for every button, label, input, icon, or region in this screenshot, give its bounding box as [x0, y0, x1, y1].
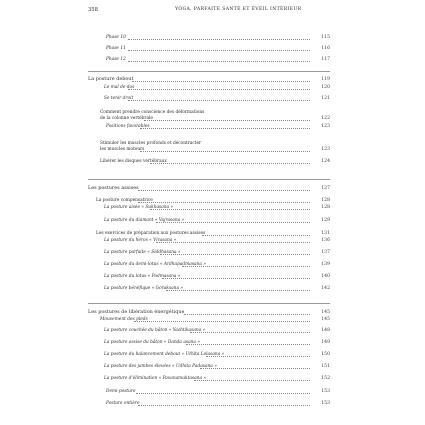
toc-entry: La posture du balancement debout « Uthita Lolasana » 150: [104, 352, 330, 357]
toc-entry: Comment prendre conscience des déformations: [100, 110, 205, 115]
section-divider: [88, 303, 330, 304]
toc-entry: Libérer les disques vertébraux 124: [100, 159, 330, 164]
running-title: YOGA, PARFAITE SANTÉ ET ÉVEIL INTÉRIEUR: [175, 7, 302, 12]
toc-entry: Mouvement des pieds 145: [100, 317, 330, 322]
toc-entry: La posture des jambes élevées « Udhita Padasana » 151: [104, 364, 330, 369]
toc-entry: La posture d'élimination « Pavanamuktasana » 152: [104, 376, 330, 381]
toc-entry: Demi-posture 153: [106, 389, 330, 394]
toc-entry: La posture compensatrice 128: [96, 198, 330, 203]
toc-entry: Phase 10 115: [106, 35, 330, 40]
toc-entry: La posture aisée « Sukhasana » 128: [104, 205, 330, 210]
toc-entry: de la colonne vertébrale 122: [100, 116, 330, 121]
toc-entry: Positions favorables 123: [106, 124, 330, 129]
toc-entry: La posture du lotus « Padmasana » 140: [104, 274, 330, 279]
toc-entry: Se tenir droit 121: [104, 96, 330, 101]
toc-entry: La posture couchée du bâton « Yashtikasana » 148: [104, 328, 330, 333]
section-divider: [88, 71, 330, 72]
toc-entry: Posture entière 153: [106, 401, 330, 406]
toc-entry: Phase 11 116: [106, 46, 330, 51]
toc-entry: La posture du héros « Virasana » 136: [104, 238, 330, 243]
toc-entry: La posture assise du bâton « Danda asana » 149: [104, 340, 330, 345]
toc-entry: Phase 12 117: [106, 57, 330, 62]
toc-section: Les postures assises 127: [88, 185, 330, 191]
toc-section: Les postures de libération énergétique 145: [88, 309, 330, 315]
toc-section: La posture debout 119: [88, 76, 330, 82]
toc-entry: La posture parfaite « Siddhasana » 137: [104, 250, 330, 255]
toc-entry: La posture du diamant « Vajrasana » 129: [104, 218, 330, 223]
toc-entry: Les exercices de préparation aux postures assises 131: [96, 231, 330, 236]
section-divider: [88, 179, 330, 180]
toc-entry: La posture bénéfique « Goraksana » 142: [104, 286, 330, 291]
toc-entry: La posture du demi-lotus « Ardhapadmasana » 139: [104, 262, 330, 267]
toc-entry: Le mal de dos 120: [104, 85, 330, 90]
page-number: 358: [88, 7, 98, 13]
toc-entry: les muscles moteurs 123: [100, 147, 330, 152]
toc-entry: Stimuler les muscles profonds et décontracter: [100, 141, 202, 146]
